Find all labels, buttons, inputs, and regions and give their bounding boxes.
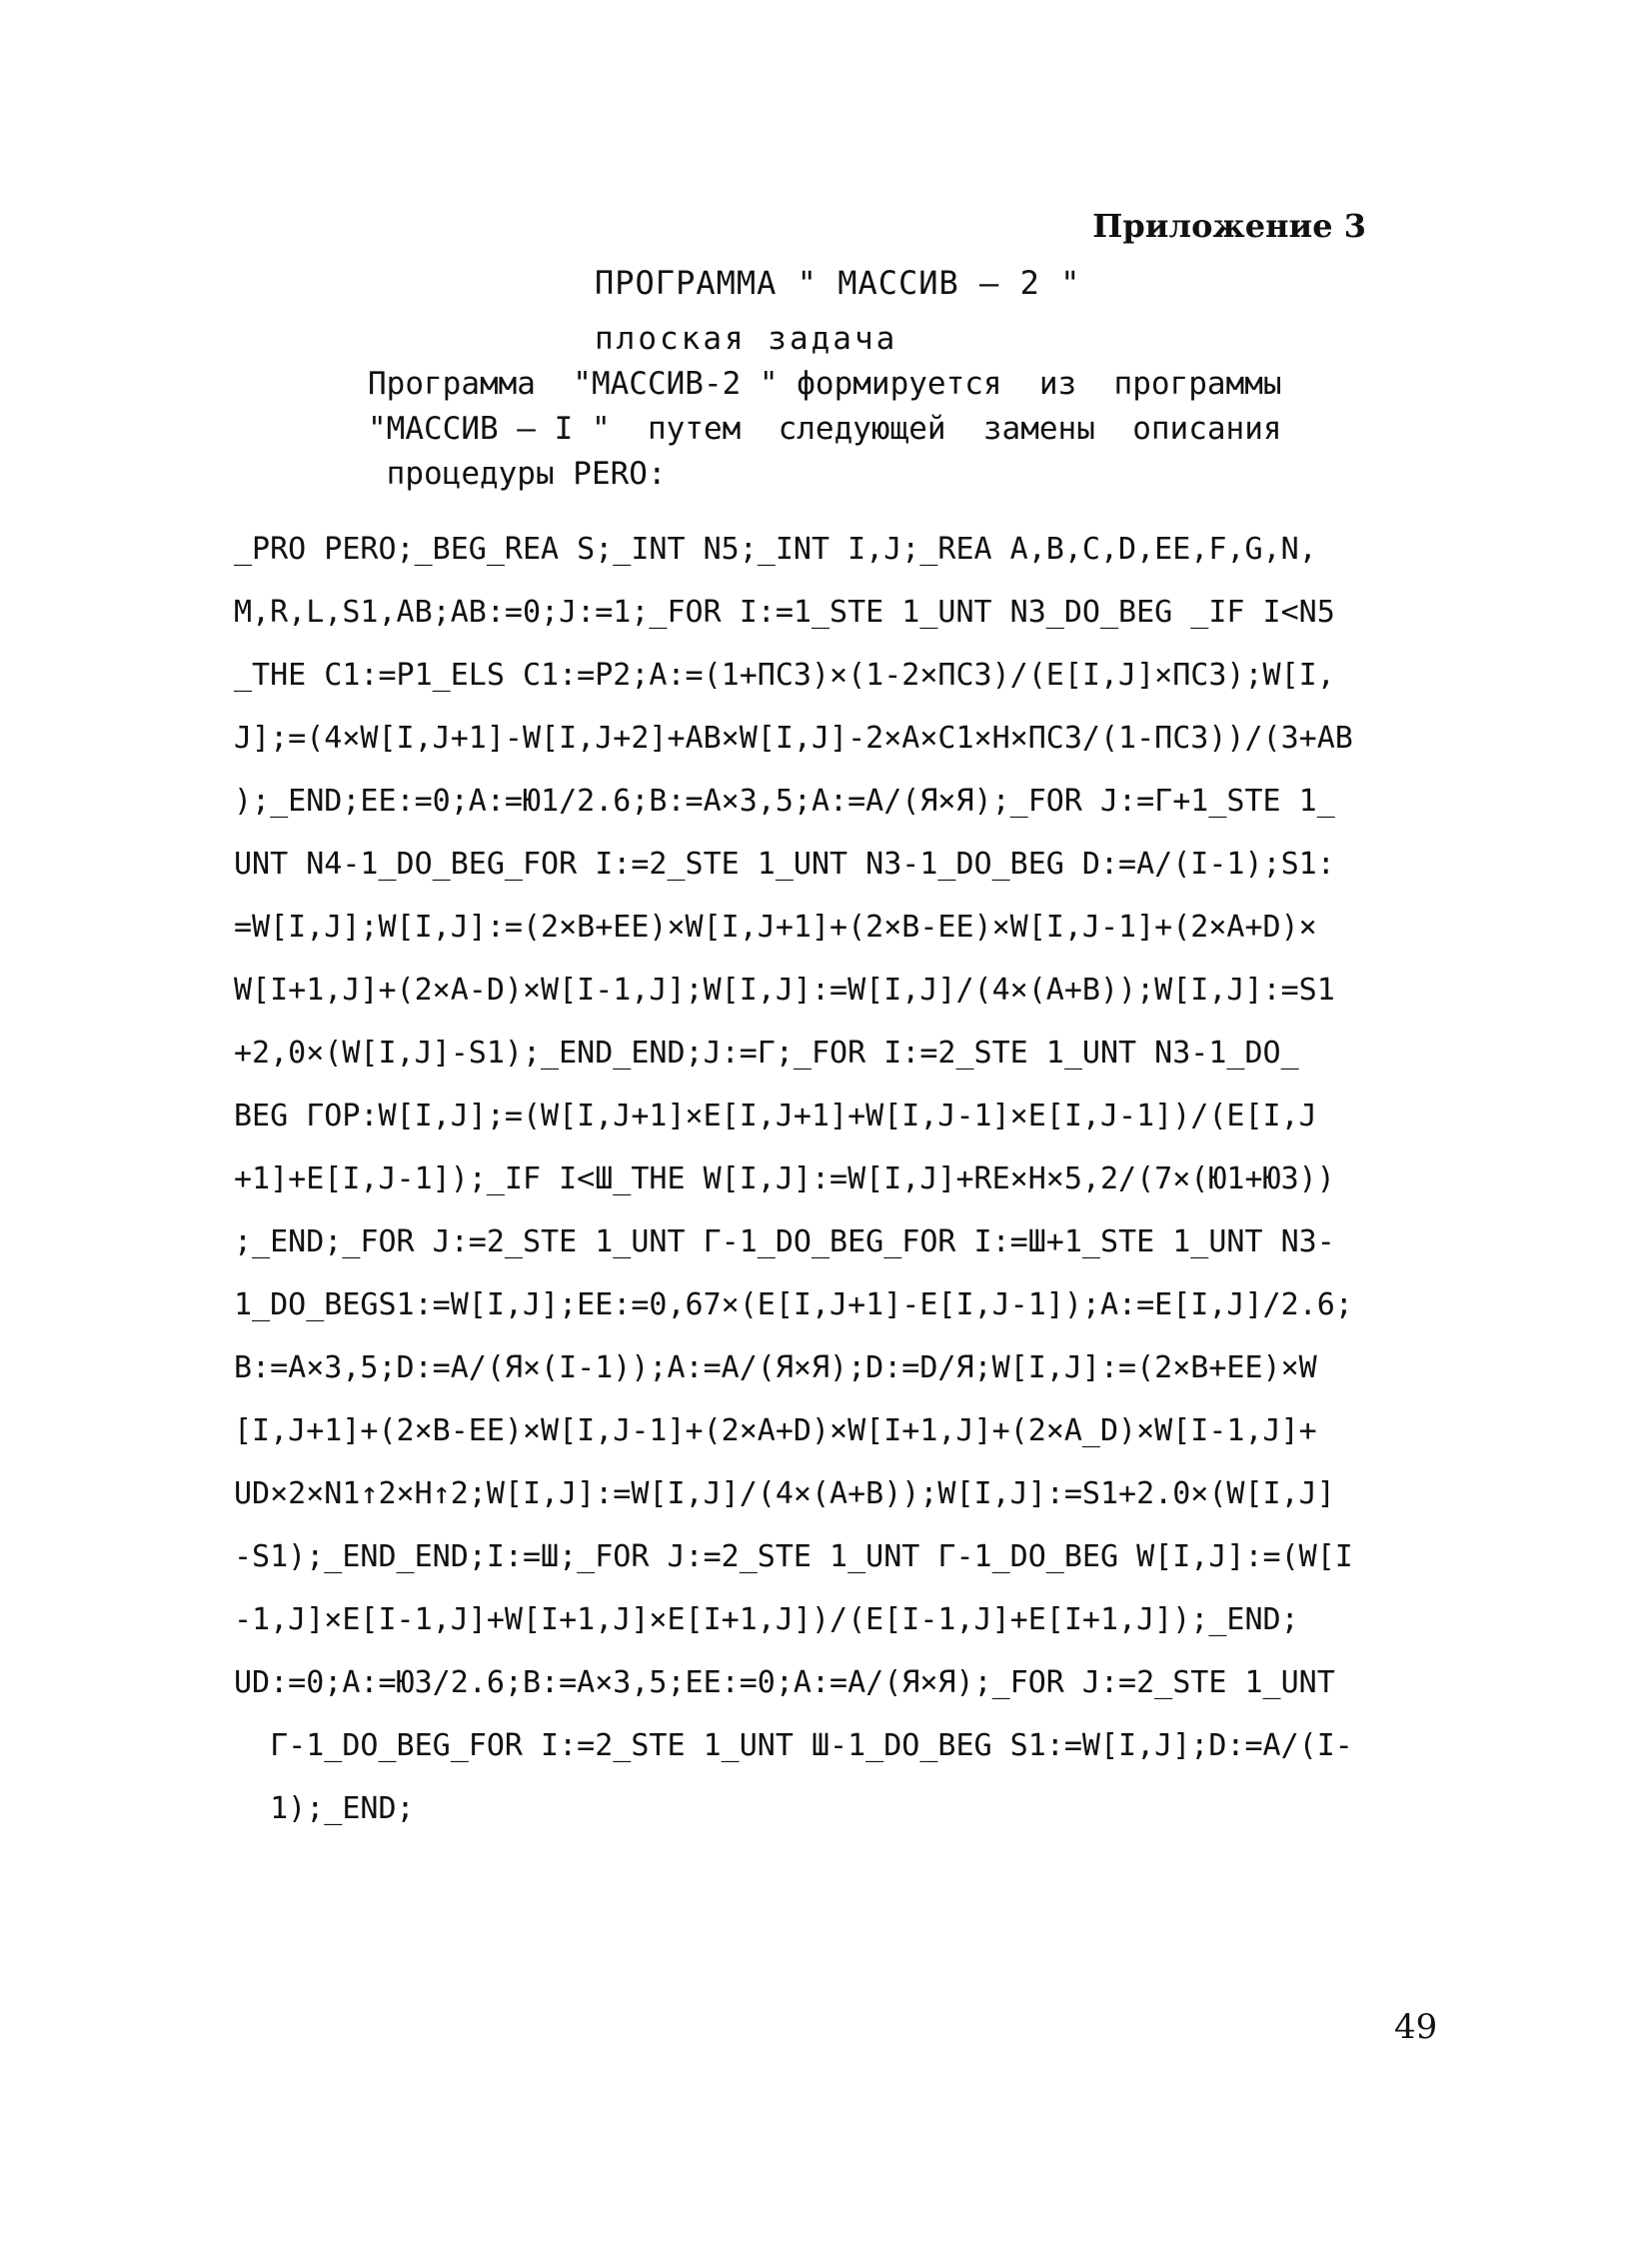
code-line: ;_END;_FOR J:=2_STE 1_UNT Г-1_DO_BEG_FOR I:=Ш+1_STE 1_UNT N3- xyxy=(234,1224,1335,1259)
code-line: BEG ГОР:W[I,J];=(W[I,J+1]×E[I,J+1]+W[I,J-1]×E[I,J-1])/(E[I,J xyxy=(234,1099,1317,1133)
code-line: -1,J]×E[I-1,J]+W[I+1,J]×E[I+1,J])/(E[I-1,J]+E[I+1,J]);_END; xyxy=(234,1602,1299,1637)
intro-line: процедуры PERO: xyxy=(368,456,667,492)
page-number: 49 xyxy=(1394,2007,1438,2047)
code-line: =W[I,J];W[I,J]:=(2×B+EE)×W[I,J+1]+(2×B-EE)×W[I,J-1]+(2×A+D)× xyxy=(234,910,1317,945)
code-line: +1]+E[I,J-1]);_IF I<Ш_THE W[I,J]:=W[I,J]+RE×H×5,2/(7×(Ю1+Ю3)) xyxy=(234,1161,1335,1196)
code-line: B:=A×3,5;D:=A/(Я×(I-1));A:=A/(Я×Я);D:=D/Я;W[I,J]:=(2×B+EE)×W xyxy=(234,1350,1317,1385)
intro-line: Программа "МАССИВ-2 " формируется из программы xyxy=(368,366,1282,402)
code-line: J];=(4×W[I,J+1]-W[I,J+2]+AB×W[I,J]-2×A×C1×H×ПС3/(1-ПС3))/(3+AB xyxy=(234,721,1353,756)
intro-line: "МАССИВ — I " путем следующей замены описания xyxy=(368,411,1282,447)
code-line: _PRO PERO;_BEG_REA S;_INT N5;_INT I,J;_REA A,B,C,D,EE,F,G,N, xyxy=(234,532,1317,567)
intro-paragraph xyxy=(368,366,1327,501)
program-subtitle: плоская задача xyxy=(595,321,898,357)
code-line: W[I+1,J]+(2×A-D)×W[I-1,J];W[I,J]:=W[I,J]/(4×(A+B));W[I,J]:=S1 xyxy=(234,973,1335,1008)
code-line: Г-1_DO_BEG_FOR I:=2_STE 1_UNT Ш-1_DO_BEG S1:=W[I,J];D:=A/(I- xyxy=(234,1728,1353,1763)
code-line: _THE C1:=P1_ELS C1:=P2;A:=(1+ПС3)×(1-2×ПС3)/(E[I,J]×ПС3);W[I, xyxy=(234,658,1335,693)
code-line: [I,J+1]+(2×B-EE)×W[I,J-1]+(2×A+D)×W[I+1,J]+(2×A_D)×W[I-1,J]+ xyxy=(234,1413,1317,1448)
code-line: UNT N4-1_DO_BEG_FOR I:=2_STE 1_UNT N3-1_DO_BEG D:=A/(I-1);S1: xyxy=(234,847,1335,882)
code-line: UD:=0;A:=Ю3/2.6;B:=A×3,5;EE:=0;A:=A/(Я×Я);_FOR J:=2_STE 1_UNT xyxy=(234,1665,1335,1700)
code-line: M,R,L,S1,AB;AB:=0;J:=1;_FOR I:=1_STE 1_UNT N3_DO_BEG _IF I<N5 xyxy=(234,595,1335,630)
code-line: UD×2×N1↑2×H↑2;W[I,J]:=W[I,J]/(4×(A+B));W[I,J]:=S1+2.0×(W[I,J] xyxy=(234,1476,1335,1511)
code-listing xyxy=(234,530,1433,1852)
code-line: );_END;EE:=0;A:=Ю1/2.6;B:=A×3,5;A:=A/(Я×Я);_FOR J:=Г+1_STE 1_ xyxy=(234,784,1335,819)
code-line: +2,0×(W[I,J]-S1);_END_END;J:=Г;_FOR I:=2_STE 1_UNT N3-1_DO_ xyxy=(234,1036,1299,1071)
code-line: -S1);_END_END;I:=Ш;_FOR J:=2_STE 1_UNT Г-1_DO_BEG W[I,J]:=(W[I xyxy=(234,1539,1353,1574)
code-line: 1_DO_BEGS1:=W[I,J];EE:=0,67×(E[I,J+1]-E[I,J-1]);A:=E[I,J]/2.6; xyxy=(234,1287,1353,1322)
code-line: 1);_END; xyxy=(234,1791,415,1826)
program-title: ПРОГРАММА " МАССИВ — 2 " xyxy=(595,264,1081,302)
appendix-label: Приложение 3 xyxy=(1092,207,1366,245)
